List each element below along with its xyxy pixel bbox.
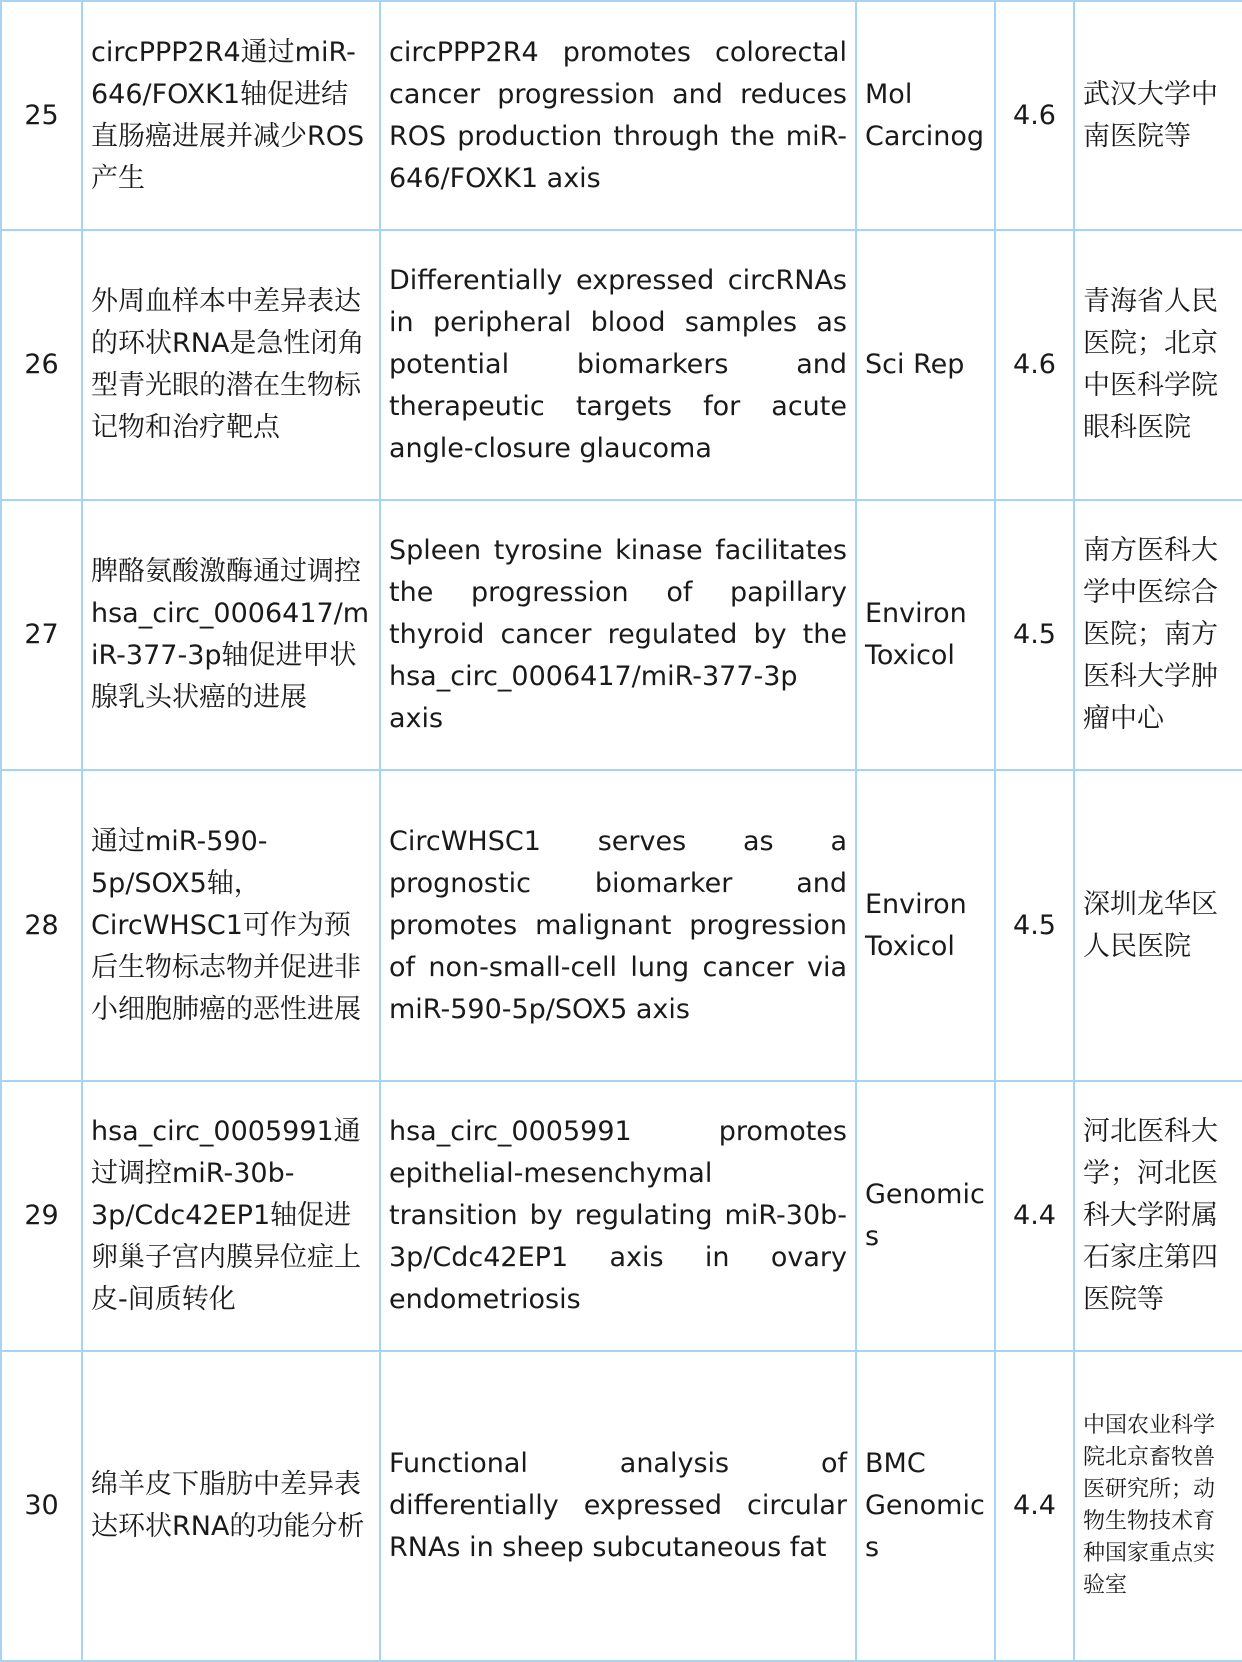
english-title: CircWHSC1 serves as a prognostic biomarker and promotes malignant progression of non-small-cell lung cancer via miR-590-5p/SOX5 axis (380, 770, 856, 1081)
row-number: 30 (1, 1351, 82, 1661)
row-number: 27 (1, 500, 82, 770)
journal-name: Genomics (856, 1081, 995, 1351)
table-row (1, 1081, 1242, 1351)
impact-factor: 4.5 (995, 500, 1074, 770)
english-title: Differentially expressed circRNAs in peripheral blood samples as potential biomarkers and therapeutic targets for acute angle-closure glaucoma (380, 230, 856, 500)
impact-factor: 4.6 (995, 230, 1074, 500)
impact-factor: 4.5 (995, 770, 1074, 1081)
impact-factor: 4.6 (995, 1, 1074, 230)
journal-name: BMC Genomics (856, 1351, 995, 1661)
english-title: circPPP2R4 promotes colorectal cancer progression and reduces ROS production through the miR-646/FOXK1 axis (380, 1, 856, 230)
table-row (1, 770, 1242, 1081)
chinese-title: 外周血样本中差异表达的环状RNA是急性闭角型青光眼的潜在生物标记物和治疗靶点 (82, 230, 380, 500)
row-number: 29 (1, 1081, 82, 1351)
institution: 河北医科大学；河北医科大学附属石家庄第四医院等 (1074, 1081, 1242, 1351)
institution: 深圳龙华区人民医院 (1074, 770, 1242, 1081)
english-title: hsa_circ_0005991 promotes epithelial-mesenchymal transition by regulating miR-30b-3p/Cdc42EP1 axis in ovary endometriosis (380, 1081, 856, 1351)
row-number: 26 (1, 230, 82, 500)
journal-name: Environ Toxicol (856, 500, 995, 770)
table-row (1, 1351, 1242, 1661)
chinese-title: 绵羊皮下脂肪中差异表达环状RNA的功能分析 (82, 1351, 380, 1661)
impact-factor: 4.4 (995, 1081, 1074, 1351)
table-row (1, 500, 1242, 770)
row-number: 28 (1, 770, 82, 1081)
institution: 南方医科大学中医综合医院；南方医科大学肿瘤中心 (1074, 500, 1242, 770)
chinese-title: hsa_circ_0005991通过调控miR-30b-3p/Cdc42EP1轴促进卵巢子宫内膜异位症上皮-间质转化 (82, 1081, 380, 1351)
institution: 青海省人民医院；北京中医科学院眼科医院 (1074, 230, 1242, 500)
english-title: Functional analysis of differentially expressed circular RNAs in sheep subcutaneous fat (380, 1351, 856, 1661)
chinese-title: 通过miR-590-5p/SOX5轴，CircWHSC1可作为预后生物标志物并促进非小细胞肺癌的恶性进展 (82, 770, 380, 1081)
journal-name: Sci Rep (856, 230, 995, 500)
table-row (1, 230, 1242, 500)
chinese-title: circPPP2R4通过miR-646/FOXK1轴促进结直肠癌进展并减少ROS产生 (82, 1, 380, 230)
english-title: Spleen tyrosine kinase facilitates the progression of papillary thyroid cancer regulated by the hsa_circ_0006417/miR-377-3p axis (380, 500, 856, 770)
journal-name: Mol Carcinog (856, 1, 995, 230)
table-row (1, 1, 1242, 230)
chinese-title: 脾酪氨酸激酶通过调控hsa_circ_0006417/miR-377-3p轴促进甲状腺乳头状癌的进展 (82, 500, 380, 770)
institution: 武汉大学中南医院等 (1074, 1, 1242, 230)
impact-factor: 4.4 (995, 1351, 1074, 1661)
row-number: 25 (1, 1, 82, 230)
journal-name: Environ Toxicol (856, 770, 995, 1081)
institution: 中国农业科学院北京畜牧兽医研究所；动物生物技术育种国家重点实验室 (1074, 1351, 1242, 1661)
